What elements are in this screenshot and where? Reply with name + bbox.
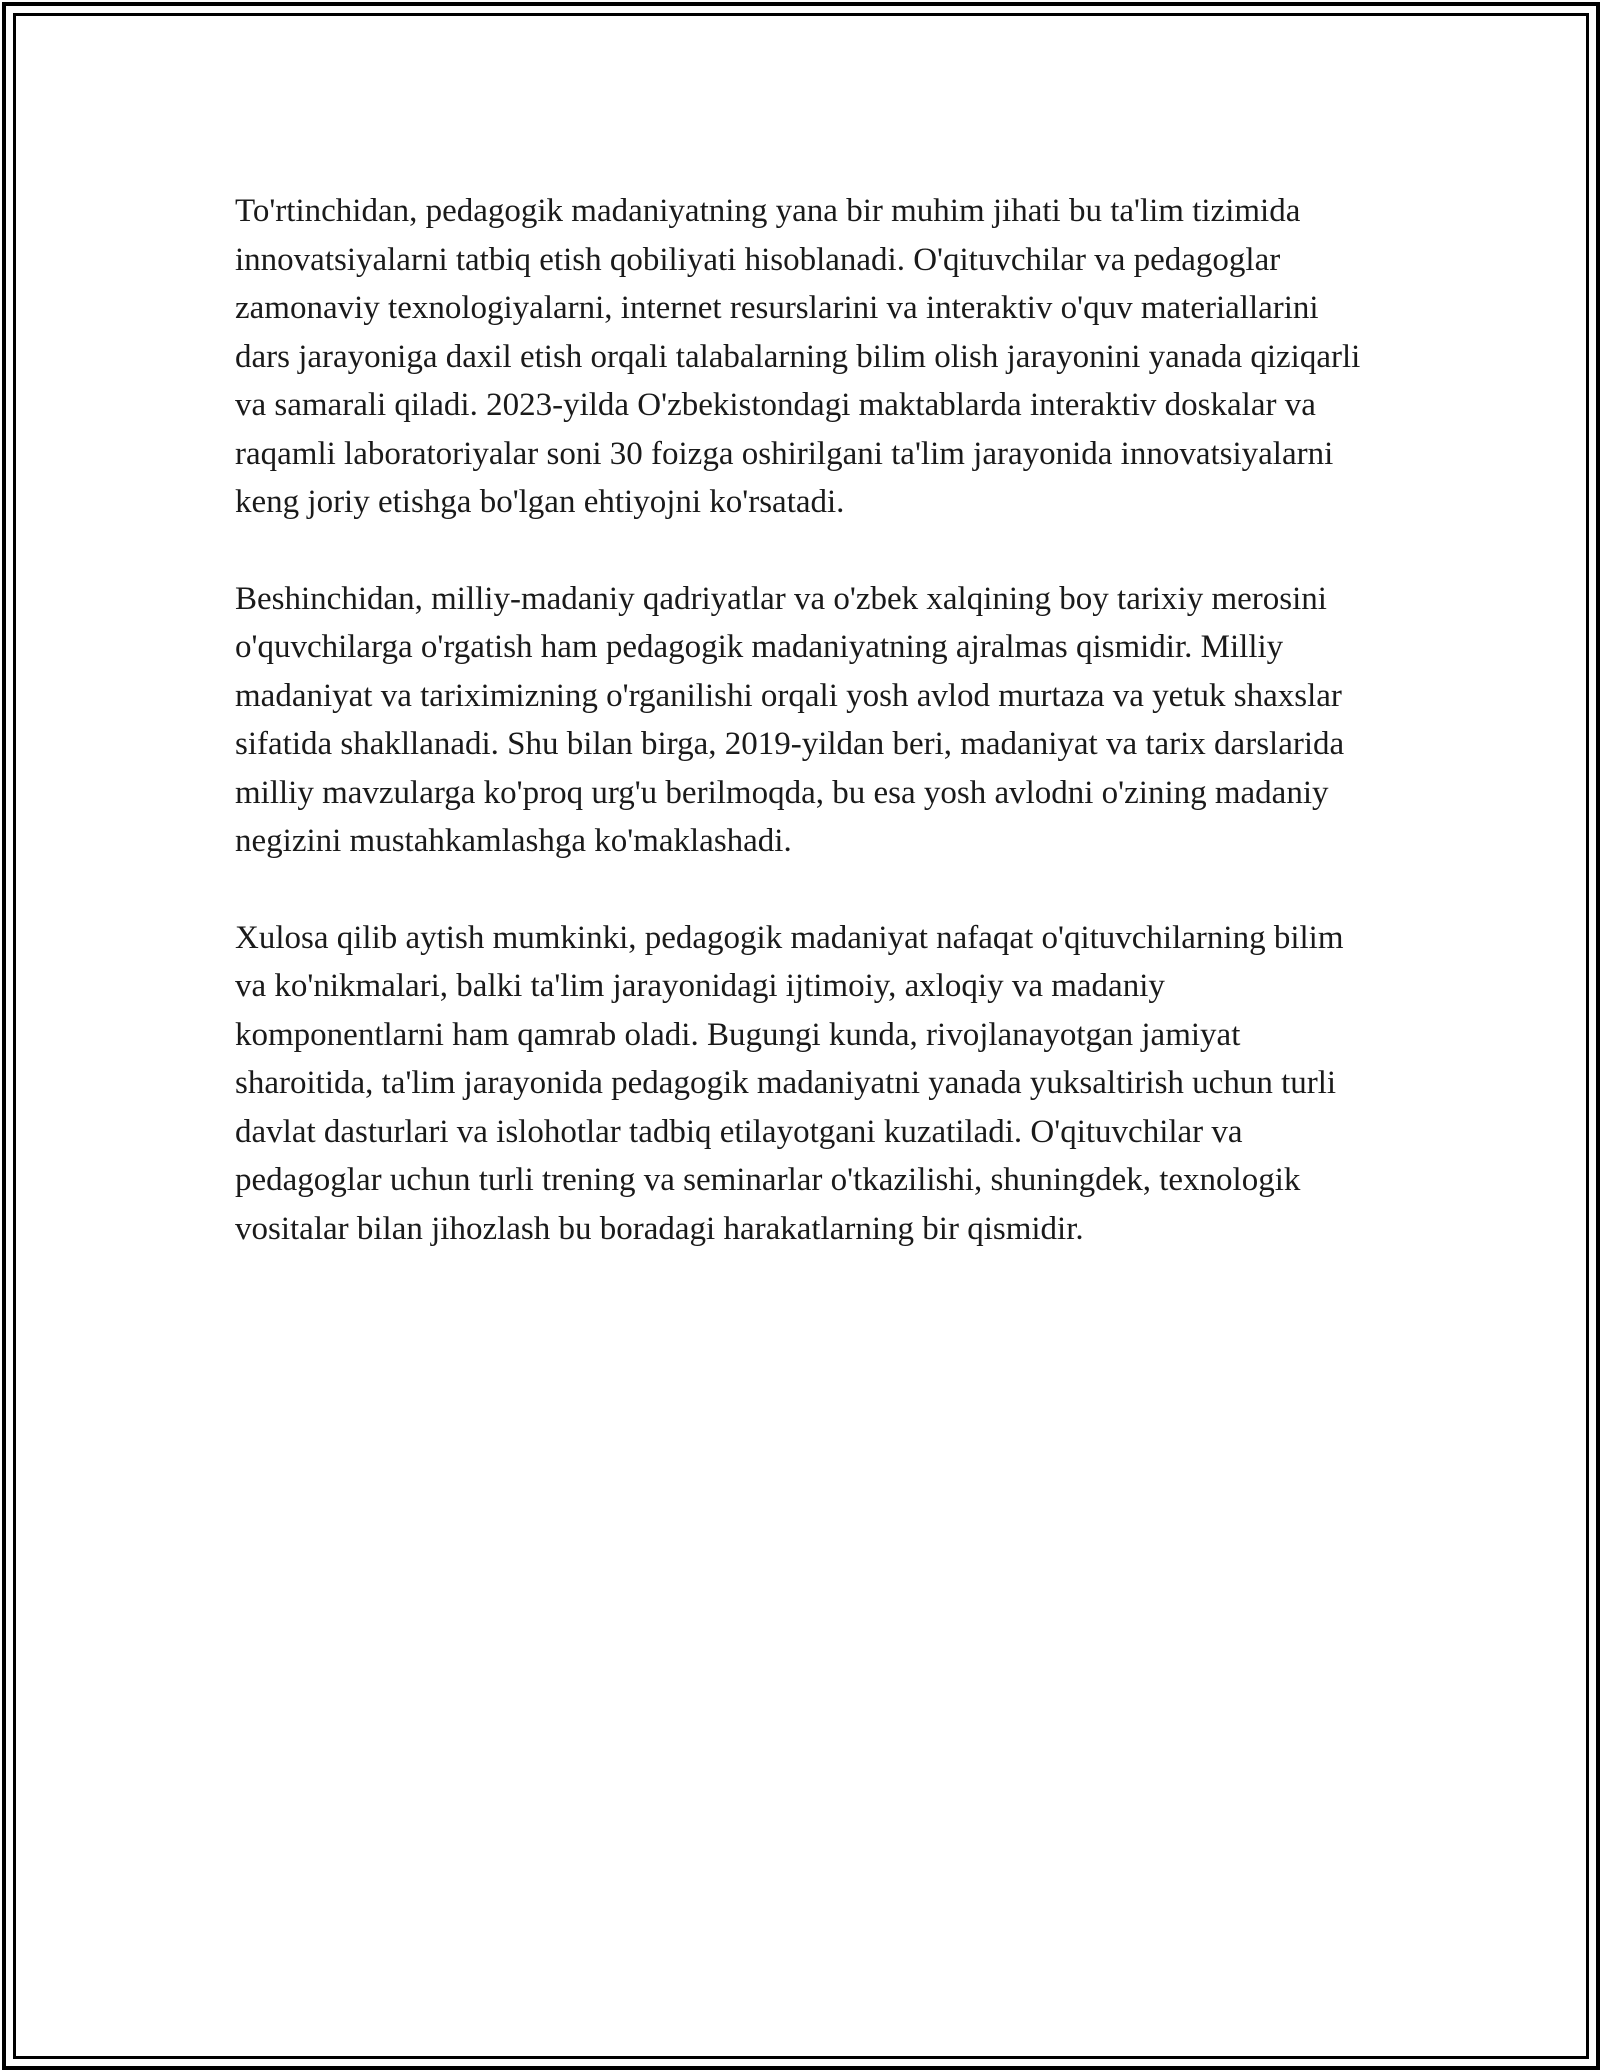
paragraph-fourth-point: To'rtinchidan, pedagogik madaniyatning yana bir muhim jihati bu ta'lim tizimida innovatsiyalarni tatbiq etish qobiliyati hisoblanadi. O'qituvchilar va pedagoglar zamonaviy texnologiyalarni, internet resurslarini va interaktiv o'quv materiallarini dars jarayoniga daxil etish orqali talabalarning bilim olish jarayonini yanada qiziqarli va samarali qiladi. 2023-yilda O'zbekistondagi maktablarda interaktiv doskalar va raqamli laboratoriyalar soni 30 foizga oshirilgani ta'lim jarayonida innovatsiyalarni keng joriy etishga bo'lgan ehtiyojni ko'rsatadi. xyxy=(235,193,1361,520)
paragraph-fifth-point: Beshinchidan, milliy-madaniy qadriyatlar va o'zbek xalqining boy tarixiy merosini o'quvchilarga o'rgatish ham pedagogik madaniyatning ajralmas qismidir. Milliy madaniyat va tariximizning o'rganilishi orqali yosh avlod murtaza va yetuk shaxslar sifatida shakllanadi. Shu bilan birga, 2019-yildan beri, madaniyat va tarix darslarida milliy mavzularga ko'proq urg'u berilmoqda, bu esa yosh avlodni o'zining madaniy negizini mustahkamlashga ko'maklashadi. xyxy=(235,580,1345,859)
paragraph-conclusion: Xulosa qilib aytish mumkinki, pedagogik madaniyat nafaqat o'qituvchilarning bilim va ko'nikmalari, balki ta'lim jarayonidagi ijtimoiy, axloqiy va madaniy komponentlarni ham qamrab oladi. Bugungi kunda, rivojlanayotgan jamiyat sharoitida, ta'lim jarayonida pedagogik madaniyatni yanada yuksaltirish uchun turli davlat dasturlari va islohotlar tadbiq etilayotgani kuzatiladi. O'qituvchilar va pedagoglar uchun turli trening va seminarlar o'tkazilishi, shuningdek, texnologik vositalar bilan jihozlash bu boradagi harakatlarning bir qismidir. xyxy=(235,919,1344,1247)
document-body xyxy=(235,187,1375,1301)
